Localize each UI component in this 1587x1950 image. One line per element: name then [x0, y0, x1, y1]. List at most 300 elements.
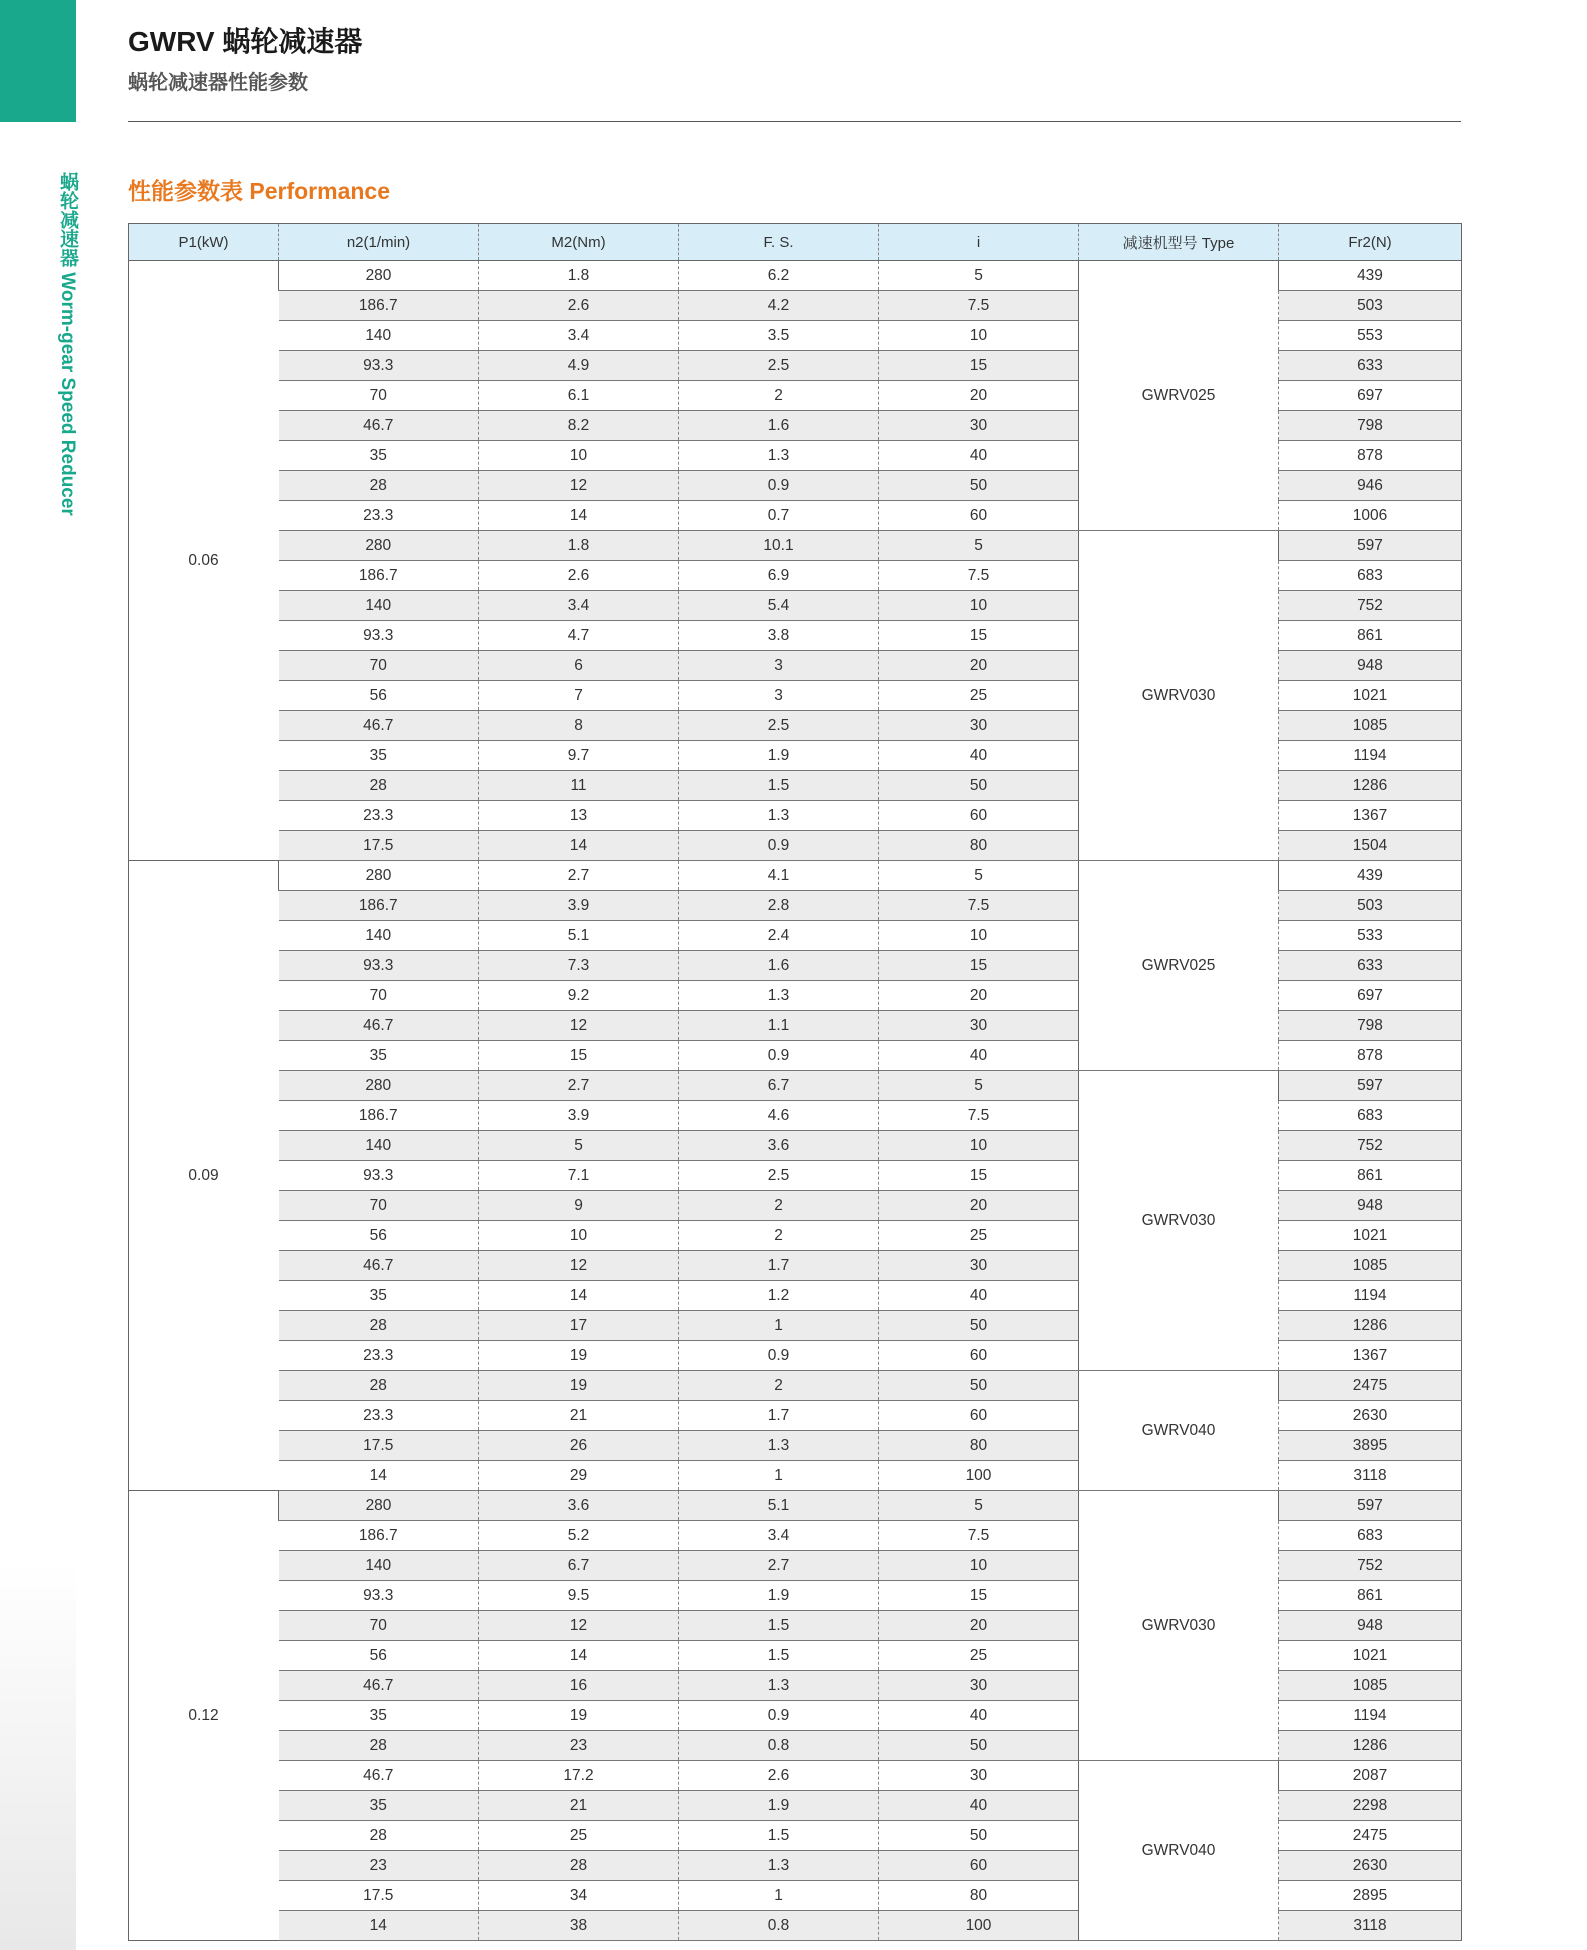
n2-cell: 280: [279, 1071, 479, 1101]
fr2-cell: 1085: [1279, 1671, 1462, 1701]
ratio-cell: 30: [879, 711, 1079, 741]
ratio-cell: 10: [879, 591, 1079, 621]
m2-cell: 14: [479, 501, 679, 531]
m2-cell: 10: [479, 441, 679, 471]
fr2-cell: 553: [1279, 321, 1462, 351]
n2-cell: 46.7: [279, 1761, 479, 1791]
m2-cell: 3.9: [479, 1101, 679, 1131]
ratio-cell: 25: [879, 1221, 1079, 1251]
m2-cell: 17: [479, 1311, 679, 1341]
fr2-cell: 683: [1279, 1521, 1462, 1551]
fs-cell: 1.3: [679, 981, 879, 1011]
page-subtitle: 蜗轮减速器性能参数: [128, 72, 308, 94]
n2-cell: 140: [279, 1551, 479, 1581]
ratio-cell: 100: [879, 1461, 1079, 1491]
m2-cell: 25: [479, 1821, 679, 1851]
ratio-cell: 7.5: [879, 891, 1079, 921]
n2-cell: 23.3: [279, 1341, 479, 1371]
m2-cell: 12: [479, 1611, 679, 1641]
table-row: [129, 1071, 1462, 1101]
n2-cell: 186.7: [279, 561, 479, 591]
ratio-cell: 7.5: [879, 1101, 1079, 1131]
n2-cell: 28: [279, 471, 479, 501]
n2-cell: 23: [279, 1851, 479, 1881]
fs-cell: 1.9: [679, 741, 879, 771]
m2-cell: 5.2: [479, 1521, 679, 1551]
ratio-cell: 10: [879, 1131, 1079, 1161]
fr2-cell: 948: [1279, 651, 1462, 681]
fs-cell: 2.5: [679, 351, 879, 381]
n2-cell: 28: [279, 771, 479, 801]
n2-cell: 93.3: [279, 951, 479, 981]
n2-cell: 56: [279, 1221, 479, 1251]
ratio-cell: 25: [879, 1641, 1079, 1671]
fr2-cell: 1504: [1279, 831, 1462, 861]
m2-cell: 11: [479, 771, 679, 801]
table-row: [129, 261, 1462, 291]
m2-cell: 10: [479, 1221, 679, 1251]
fs-cell: 0.7: [679, 501, 879, 531]
m2-cell: 23: [479, 1731, 679, 1761]
fs-cell: 0.8: [679, 1731, 879, 1761]
n2-cell: 140: [279, 1131, 479, 1161]
fs-cell: 4.1: [679, 861, 879, 891]
fs-cell: 0.9: [679, 831, 879, 861]
table-body: [129, 261, 1462, 1941]
n2-cell: 280: [279, 1491, 479, 1521]
m2-cell: 9.7: [479, 741, 679, 771]
fr2-cell: 1021: [1279, 1221, 1462, 1251]
fs-cell: 2.5: [679, 1161, 879, 1191]
n2-cell: 280: [279, 531, 479, 561]
fs-cell: 4.6: [679, 1101, 879, 1131]
ratio-cell: 80: [879, 1431, 1079, 1461]
n2-cell: 93.3: [279, 1161, 479, 1191]
m2-cell: 8: [479, 711, 679, 741]
fs-cell: 10.1: [679, 531, 879, 561]
fr2-cell: 697: [1279, 381, 1462, 411]
fs-cell: 2.6: [679, 1761, 879, 1791]
section-title: 性能参数表 Performance: [128, 178, 391, 204]
fs-cell: 2: [679, 1221, 879, 1251]
n2-cell: 70: [279, 651, 479, 681]
m2-cell: 19: [479, 1371, 679, 1401]
n2-cell: 46.7: [279, 411, 479, 441]
fr2-cell: 533: [1279, 921, 1462, 951]
type-cell: GWRV030: [1079, 1491, 1279, 1761]
fr2-cell: 597: [1279, 531, 1462, 561]
m2-cell: 19: [479, 1701, 679, 1731]
fs-cell: 1.3: [679, 801, 879, 831]
m2-cell: 2.6: [479, 561, 679, 591]
m2-cell: 8.2: [479, 411, 679, 441]
n2-cell: 186.7: [279, 1521, 479, 1551]
ratio-cell: 30: [879, 1011, 1079, 1041]
col-header-fr2: Fr2(N): [1279, 224, 1462, 261]
fr2-cell: 633: [1279, 351, 1462, 381]
col-header-type: 减速机型号 Type: [1079, 224, 1279, 261]
fs-cell: 2.4: [679, 921, 879, 951]
m2-cell: 29: [479, 1461, 679, 1491]
fs-cell: 6.9: [679, 561, 879, 591]
fr2-cell: 1021: [1279, 1641, 1462, 1671]
ratio-cell: 15: [879, 1161, 1079, 1191]
ratio-cell: 20: [879, 1191, 1079, 1221]
fr2-cell: 1006: [1279, 501, 1462, 531]
ratio-cell: 15: [879, 1581, 1079, 1611]
type-cell: GWRV025: [1079, 261, 1279, 531]
fr2-cell: 2087: [1279, 1761, 1462, 1791]
ratio-cell: 60: [879, 1341, 1079, 1371]
ratio-cell: 50: [879, 1311, 1079, 1341]
m2-cell: 16: [479, 1671, 679, 1701]
ratio-cell: 7.5: [879, 561, 1079, 591]
ratio-cell: 5: [879, 1491, 1079, 1521]
fs-cell: 6.2: [679, 261, 879, 291]
ratio-cell: 7.5: [879, 291, 1079, 321]
fr2-cell: 683: [1279, 1101, 1462, 1131]
n2-cell: 46.7: [279, 1011, 479, 1041]
fs-cell: 1.5: [679, 771, 879, 801]
col-header-fs: F. S.: [679, 224, 879, 261]
n2-cell: 280: [279, 261, 479, 291]
fs-cell: 0.8: [679, 1911, 879, 1941]
type-cell: GWRV030: [1079, 531, 1279, 861]
fr2-cell: 752: [1279, 1131, 1462, 1161]
fr2-cell: 946: [1279, 471, 1462, 501]
ratio-cell: 40: [879, 741, 1079, 771]
m2-cell: 14: [479, 831, 679, 861]
n2-cell: 17.5: [279, 1881, 479, 1911]
m2-cell: 2.7: [479, 1071, 679, 1101]
fs-cell: 1.9: [679, 1791, 879, 1821]
fs-cell: 1: [679, 1311, 879, 1341]
ratio-cell: 15: [879, 951, 1079, 981]
fr2-cell: 2475: [1279, 1821, 1462, 1851]
m2-cell: 6.1: [479, 381, 679, 411]
fr2-cell: 1194: [1279, 1701, 1462, 1731]
ratio-cell: 50: [879, 1731, 1079, 1761]
n2-cell: 35: [279, 1791, 479, 1821]
n2-cell: 35: [279, 1281, 479, 1311]
fr2-cell: 1286: [1279, 771, 1462, 801]
m2-cell: 15: [479, 1041, 679, 1071]
n2-cell: 140: [279, 921, 479, 951]
n2-cell: 140: [279, 321, 479, 351]
table-row: [129, 531, 1462, 561]
fs-cell: 5.1: [679, 1491, 879, 1521]
fs-cell: 3.8: [679, 621, 879, 651]
n2-cell: 28: [279, 1311, 479, 1341]
ratio-cell: 60: [879, 1851, 1079, 1881]
fr2-cell: 2475: [1279, 1371, 1462, 1401]
n2-cell: 23.3: [279, 501, 479, 531]
fs-cell: 1.3: [679, 1851, 879, 1881]
n2-cell: 70: [279, 1611, 479, 1641]
fr2-cell: 3895: [1279, 1431, 1462, 1461]
fr2-cell: 2630: [1279, 1851, 1462, 1881]
fr2-cell: 1194: [1279, 741, 1462, 771]
n2-cell: 93.3: [279, 621, 479, 651]
fr2-cell: 1021: [1279, 681, 1462, 711]
n2-cell: 35: [279, 1701, 479, 1731]
type-cell: GWRV025: [1079, 861, 1279, 1071]
m2-cell: 14: [479, 1641, 679, 1671]
fr2-cell: 752: [1279, 1551, 1462, 1581]
side-accent-block: [0, 0, 76, 122]
n2-cell: 23.3: [279, 801, 479, 831]
header-divider: [128, 121, 1461, 122]
m2-cell: 2.7: [479, 861, 679, 891]
n2-cell: 35: [279, 741, 479, 771]
n2-cell: 23.3: [279, 1401, 479, 1431]
m2-cell: 4.9: [479, 351, 679, 381]
ratio-cell: 40: [879, 441, 1079, 471]
n2-cell: 280: [279, 861, 479, 891]
fs-cell: 0.9: [679, 1341, 879, 1371]
table-row: [129, 1371, 1462, 1401]
fr2-cell: 439: [1279, 261, 1462, 291]
ratio-cell: 30: [879, 411, 1079, 441]
ratio-cell: 30: [879, 1671, 1079, 1701]
table-row: [129, 1761, 1462, 1791]
fr2-cell: 1286: [1279, 1731, 1462, 1761]
ratio-cell: 80: [879, 1881, 1079, 1911]
ratio-cell: 30: [879, 1761, 1079, 1791]
m2-cell: 38: [479, 1911, 679, 1941]
m2-cell: 3.9: [479, 891, 679, 921]
power-cell: 0.12: [129, 1491, 279, 1941]
fs-cell: 1.6: [679, 951, 879, 981]
n2-cell: 14: [279, 1461, 479, 1491]
m2-cell: 17.2: [479, 1761, 679, 1791]
m2-cell: 5.1: [479, 921, 679, 951]
m2-cell: 13: [479, 801, 679, 831]
fr2-cell: 1286: [1279, 1311, 1462, 1341]
performance-table: [128, 223, 1462, 1941]
col-header-ratio: i: [879, 224, 1079, 261]
m2-cell: 7.1: [479, 1161, 679, 1191]
fs-cell: 3: [679, 681, 879, 711]
fs-cell: 3.5: [679, 321, 879, 351]
fs-cell: 2: [679, 1191, 879, 1221]
type-cell: GWRV040: [1079, 1761, 1279, 1941]
n2-cell: 46.7: [279, 1251, 479, 1281]
m2-cell: 1.8: [479, 531, 679, 561]
n2-cell: 35: [279, 441, 479, 471]
fs-cell: 5.4: [679, 591, 879, 621]
ratio-cell: 10: [879, 321, 1079, 351]
m2-cell: 9.5: [479, 1581, 679, 1611]
fr2-cell: 798: [1279, 1011, 1462, 1041]
fr2-cell: 1085: [1279, 711, 1462, 741]
ratio-cell: 15: [879, 351, 1079, 381]
m2-cell: 3.4: [479, 321, 679, 351]
fs-cell: 1: [679, 1461, 879, 1491]
m2-cell: 21: [479, 1401, 679, 1431]
n2-cell: 56: [279, 1641, 479, 1671]
m2-cell: 6.7: [479, 1551, 679, 1581]
n2-cell: 186.7: [279, 1101, 479, 1131]
ratio-cell: 40: [879, 1041, 1079, 1071]
fs-cell: 3: [679, 651, 879, 681]
m2-cell: 9.2: [479, 981, 679, 1011]
ratio-cell: 80: [879, 831, 1079, 861]
fr2-cell: 2298: [1279, 1791, 1462, 1821]
m2-cell: 26: [479, 1431, 679, 1461]
n2-cell: 93.3: [279, 1581, 479, 1611]
ratio-cell: 50: [879, 1371, 1079, 1401]
fs-cell: 6.7: [679, 1071, 879, 1101]
m2-cell: 12: [479, 471, 679, 501]
m2-cell: 4.7: [479, 621, 679, 651]
fr2-cell: 2630: [1279, 1401, 1462, 1431]
col-header-p1: P1(kW): [129, 224, 279, 261]
fr2-cell: 861: [1279, 621, 1462, 651]
fs-cell: 1.3: [679, 441, 879, 471]
fs-cell: 3.4: [679, 1521, 879, 1551]
ratio-cell: 20: [879, 651, 1079, 681]
n2-cell: 56: [279, 681, 479, 711]
fs-cell: 2.7: [679, 1551, 879, 1581]
fr2-cell: 948: [1279, 1191, 1462, 1221]
m2-cell: 12: [479, 1251, 679, 1281]
fr2-cell: 503: [1279, 291, 1462, 321]
fr2-cell: 861: [1279, 1581, 1462, 1611]
fr2-cell: 752: [1279, 591, 1462, 621]
n2-cell: 140: [279, 591, 479, 621]
ratio-cell: 20: [879, 1611, 1079, 1641]
m2-cell: 6: [479, 651, 679, 681]
fs-cell: 0.9: [679, 1041, 879, 1071]
n2-cell: 28: [279, 1821, 479, 1851]
n2-cell: 46.7: [279, 1671, 479, 1701]
type-cell: GWRV040: [1079, 1371, 1279, 1491]
col-header-m2: M2(Nm): [479, 224, 679, 261]
m2-cell: 14: [479, 1281, 679, 1311]
ratio-cell: 20: [879, 381, 1079, 411]
fs-cell: 1.7: [679, 1401, 879, 1431]
side-label: 蜗轮减速器 Worm-gear Speed Reducer: [57, 172, 78, 516]
fs-cell: 1.6: [679, 411, 879, 441]
ratio-cell: 40: [879, 1281, 1079, 1311]
m2-cell: 7: [479, 681, 679, 711]
power-cell: 0.09: [129, 861, 279, 1491]
ratio-cell: 100: [879, 1911, 1079, 1941]
ratio-cell: 60: [879, 1401, 1079, 1431]
m2-cell: 19: [479, 1341, 679, 1371]
n2-cell: 93.3: [279, 351, 479, 381]
fs-cell: 0.9: [679, 471, 879, 501]
power-cell: 0.06: [129, 261, 279, 861]
fr2-cell: 683: [1279, 561, 1462, 591]
table-row: [129, 1491, 1462, 1521]
fr2-cell: 1085: [1279, 1251, 1462, 1281]
fs-cell: 1.2: [679, 1281, 879, 1311]
fs-cell: 2.8: [679, 891, 879, 921]
fr2-cell: 439: [1279, 861, 1462, 891]
m2-cell: 3.6: [479, 1491, 679, 1521]
ratio-cell: 5: [879, 1071, 1079, 1101]
ratio-cell: 50: [879, 1821, 1079, 1851]
fr2-cell: 3118: [1279, 1911, 1462, 1941]
ratio-cell: 50: [879, 771, 1079, 801]
n2-cell: 17.5: [279, 831, 479, 861]
table-row: [129, 861, 1462, 891]
col-header-n2: n2(1/min): [279, 224, 479, 261]
ratio-cell: 40: [879, 1791, 1079, 1821]
fs-cell: 2.5: [679, 711, 879, 741]
n2-cell: 28: [279, 1371, 479, 1401]
m2-cell: 28: [479, 1851, 679, 1881]
m2-cell: 5: [479, 1131, 679, 1161]
fs-cell: 1.9: [679, 1581, 879, 1611]
fr2-cell: 1367: [1279, 1341, 1462, 1371]
n2-cell: 186.7: [279, 891, 479, 921]
n2-cell: 186.7: [279, 291, 479, 321]
fs-cell: 1: [679, 1881, 879, 1911]
fr2-cell: 878: [1279, 1041, 1462, 1071]
m2-cell: 7.3: [479, 951, 679, 981]
n2-cell: 17.5: [279, 1431, 479, 1461]
fr2-cell: 798: [1279, 411, 1462, 441]
ratio-cell: 60: [879, 501, 1079, 531]
fs-cell: 1.7: [679, 1251, 879, 1281]
fs-cell: 1.5: [679, 1641, 879, 1671]
m2-cell: 9: [479, 1191, 679, 1221]
ratio-cell: 5: [879, 261, 1079, 291]
n2-cell: 70: [279, 981, 479, 1011]
m2-cell: 2.6: [479, 291, 679, 321]
fr2-cell: 1194: [1279, 1281, 1462, 1311]
n2-cell: 70: [279, 381, 479, 411]
type-cell: GWRV030: [1079, 1071, 1279, 1371]
n2-cell: 14: [279, 1911, 479, 1941]
m2-cell: 34: [479, 1881, 679, 1911]
fr2-cell: 697: [1279, 981, 1462, 1011]
fs-cell: 0.9: [679, 1701, 879, 1731]
fs-cell: 2: [679, 1371, 879, 1401]
ratio-cell: 15: [879, 621, 1079, 651]
fr2-cell: 597: [1279, 1071, 1462, 1101]
ratio-cell: 7.5: [879, 1521, 1079, 1551]
page-title: GWRV 蜗轮减速器: [128, 26, 363, 57]
fr2-cell: 503: [1279, 891, 1462, 921]
ratio-cell: 30: [879, 1251, 1079, 1281]
fr2-cell: 3118: [1279, 1461, 1462, 1491]
ratio-cell: 5: [879, 531, 1079, 561]
fs-cell: 3.6: [679, 1131, 879, 1161]
fr2-cell: 861: [1279, 1161, 1462, 1191]
table-header-row: [129, 224, 1462, 261]
fr2-cell: 948: [1279, 1611, 1462, 1641]
ratio-cell: 25: [879, 681, 1079, 711]
fs-cell: 1.3: [679, 1671, 879, 1701]
fs-cell: 2: [679, 381, 879, 411]
ratio-cell: 50: [879, 471, 1079, 501]
fs-cell: 1.5: [679, 1821, 879, 1851]
fr2-cell: 2895: [1279, 1881, 1462, 1911]
fs-cell: 4.2: [679, 291, 879, 321]
ratio-cell: 5: [879, 861, 1079, 891]
fr2-cell: 597: [1279, 1491, 1462, 1521]
fr2-cell: 1367: [1279, 801, 1462, 831]
ratio-cell: 20: [879, 981, 1079, 1011]
ratio-cell: 10: [879, 921, 1079, 951]
m2-cell: 21: [479, 1791, 679, 1821]
n2-cell: 70: [279, 1191, 479, 1221]
m2-cell: 3.4: [479, 591, 679, 621]
